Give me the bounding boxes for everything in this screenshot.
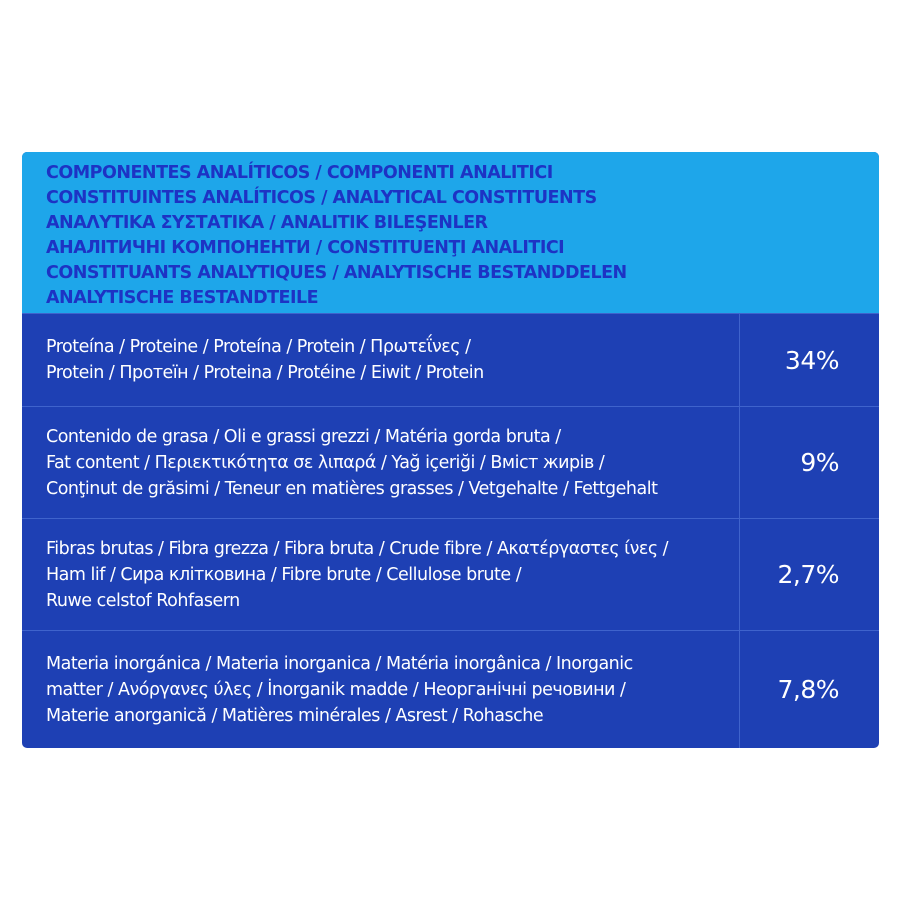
row-value: 34%: [784, 345, 839, 375]
table-row-fat: [22, 406, 879, 518]
row-label: [22, 314, 740, 406]
label-line: Protein / Протеїн / Proteina / Protéine / Eiwit / Protein: [46, 363, 484, 383]
row-label: [22, 631, 740, 748]
label-line: Fat content / Περιεκτικότητα σε λιπαρά / Yağ içeriği / Вміст жирів /: [46, 452, 605, 473]
table-row-inorganic: [22, 630, 879, 748]
header-line: АНАЛІТИЧНІ КОМПОНЕНТИ / CONSTITUENŢI ANALITICI: [46, 238, 565, 258]
label-line: matter / Ανόργανες ύλες / İnorganik madde / Неорганічні речовини /: [46, 679, 626, 700]
header-line: COMPONENTES ANALÍTICOS / COMPONENTI ANALITICI: [46, 163, 553, 183]
label-line: Materie anorganică / Matières minérales / Asrest / Rohasche: [46, 705, 544, 726]
table-row-protein: [22, 313, 879, 406]
label-line: Conţinut de grăsimi / Teneur en matières grasses / Vetgehalte / Fettgehalt: [46, 478, 658, 499]
label-line: Ham lif / Сира клітковина / Fibre brute / Cellulose brute /: [46, 564, 522, 585]
row-label: [22, 519, 740, 630]
row-value: 9%: [800, 448, 839, 477]
label-line: Proteína / Proteine / Proteína / Protein / Πρωτεΐνες /: [46, 337, 471, 357]
header-line: ΑΝΑΛΥΤΙΚΑ ΣΥΣΤΑΤΙΚΑ / ANALITIK BILEŞENLER: [46, 213, 488, 233]
row-label: [22, 407, 740, 518]
table-header: [22, 152, 879, 313]
table-row-fibre: [22, 518, 879, 630]
analytical-constituents-table: [22, 152, 879, 748]
header-line: CONSTITUINTES ANALÍTICOS / ANALYTICAL CONSTITUENTS: [46, 188, 597, 208]
label-line: Ruwe celstof Rohfasern: [46, 590, 240, 611]
header-line: ANALYTISCHE BESTANDTEILE: [46, 288, 319, 308]
header-line: CONSTITUANTS ANALYTIQUES / ANALYTISCHE BESTANDDELEN: [46, 263, 627, 283]
label-line: Materia inorgánica / Materia inorganica / Matéria inorgânica / Inorganic: [46, 653, 633, 674]
label-line: Contenido de grasa / Oli e grassi grezzi / Matéria gorda bruta /: [46, 426, 561, 447]
row-value: 7,8%: [777, 675, 839, 704]
row-value: 2,7%: [777, 560, 839, 589]
label-line: Fibras brutas / Fibra grezza / Fibra bruta / Crude fibre / Ακατέργαστες ίνες /: [46, 538, 669, 559]
